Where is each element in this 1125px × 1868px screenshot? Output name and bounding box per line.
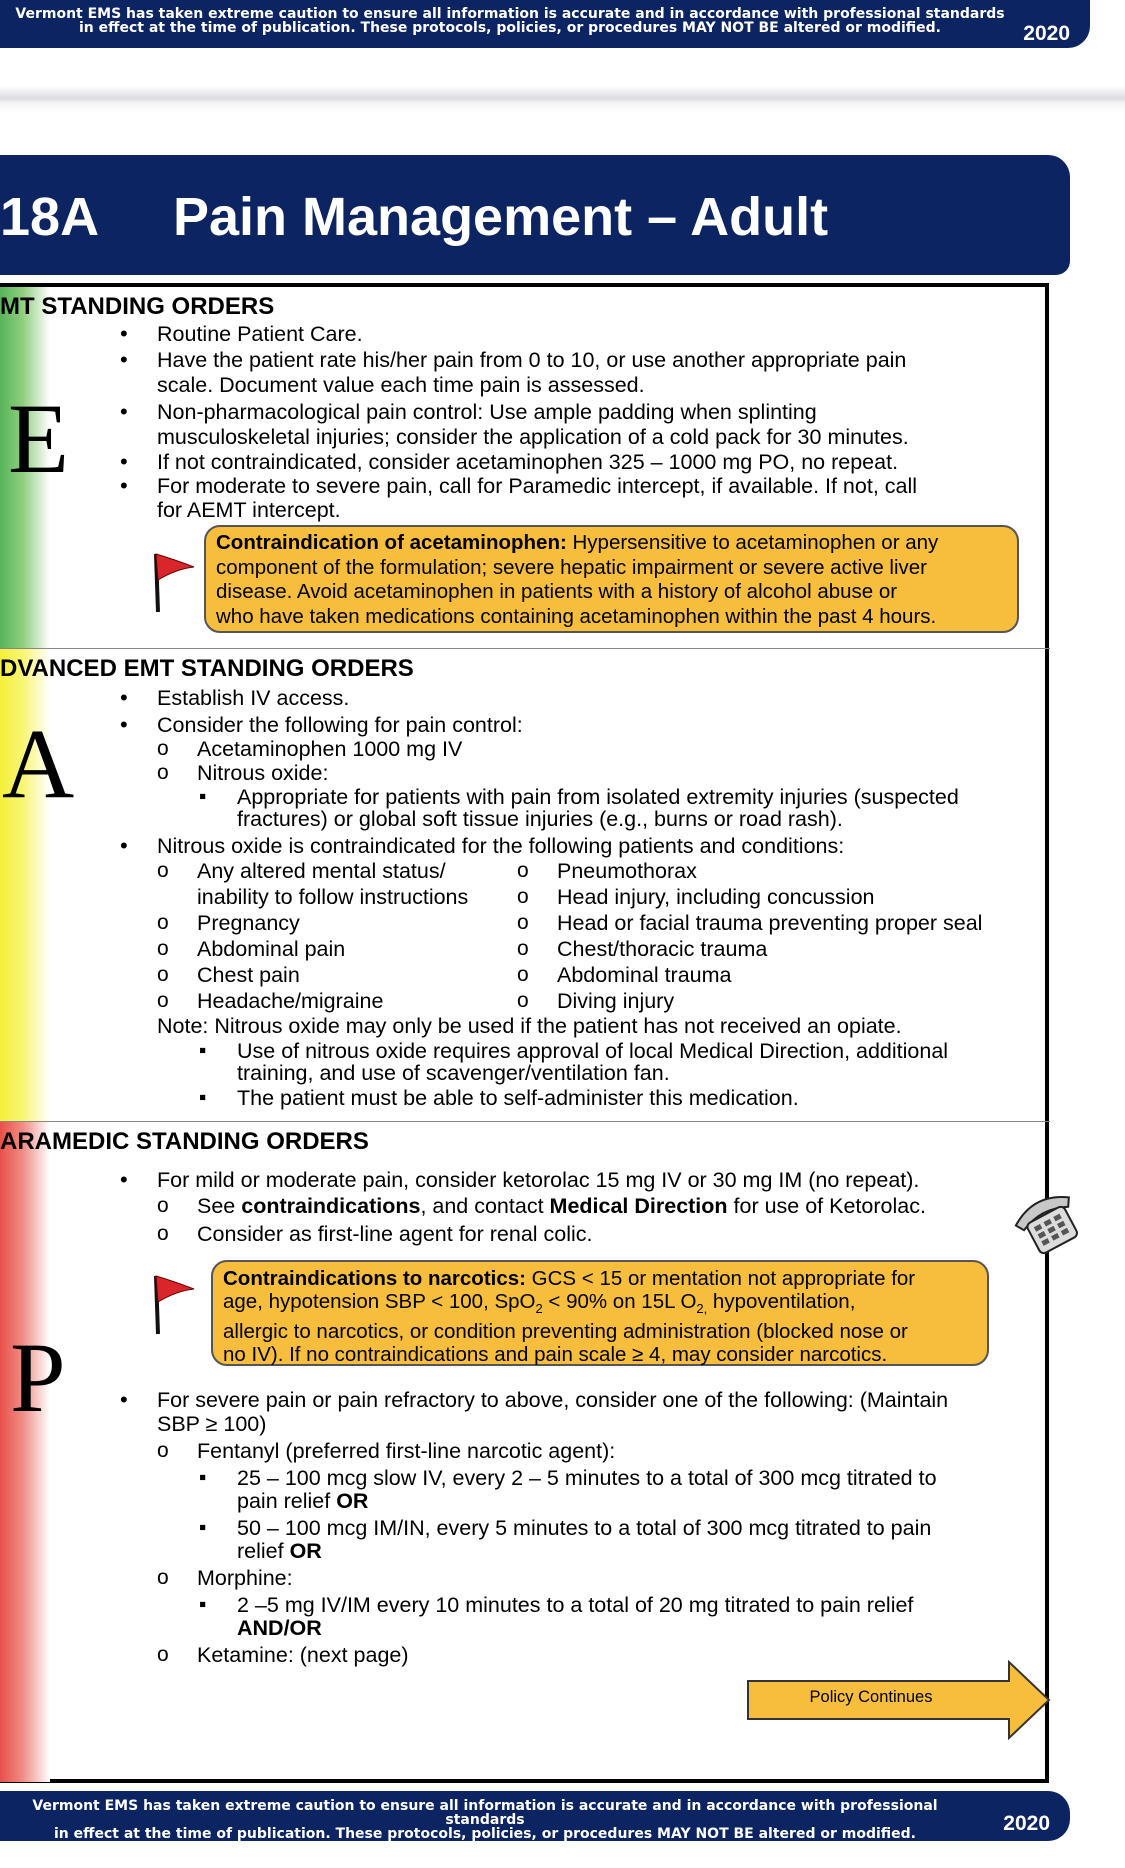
fentanyl-im: ▪ 50 – 100 mcg IM/IN, every 5 minutes to a total of 300 mcg titrated to pain — [237, 1516, 931, 1540]
note-item-cont: training, and use of scavenger/ventilation fan. — [237, 1061, 670, 1085]
callout-line: no IV). If no contraindications and pain scale ≥ 4, may consider narcotics. — [223, 1343, 888, 1367]
disclaimer-line-2: in effect at the time of publication. These protocols, policies, or procedures MAY NOT BE altered or modified. — [79, 20, 941, 36]
callout-line: allergic to narcotics, or condition preventing administration (blocked nose or — [223, 1320, 908, 1344]
emt-item: • Non-pharmacological pain control: Use ample padding when splinting — [157, 400, 817, 424]
emt-item-cont: for AEMT intercept. — [157, 498, 341, 522]
contra-item-right: o Head or facial trauma preventing proper seal — [557, 911, 982, 935]
aemt-subsubitem-cont: fractures) or global soft tissue injuries (e.g., burns or road rash). — [237, 807, 843, 831]
callout-title: Contraindication of acetaminophen: — [216, 531, 567, 554]
paramedic-letter: P — [10, 1322, 66, 1433]
emt-letter: E — [8, 383, 70, 494]
disclaimer-notice — [10, 1799, 960, 1841]
emt-item-cont: musculoskeletal injuries; consider the application of a cold pack for 30 minutes. — [157, 425, 909, 449]
aemt-item: • Establish IV access. — [157, 686, 349, 710]
year-label: 2020 — [1023, 22, 1070, 45]
callout-line: age, hypotension SBP < 100, SpO$_2$ < 90% on 15L $O_{2,}$ hypoventilation, — [223, 1290, 856, 1317]
bottom-banner — [0, 1791, 1070, 1841]
emt-item: • For moderate to severe pain, call for Paramedic intercept, if available. If not, call — [157, 474, 917, 498]
contra-item-left: o Chest pain — [197, 963, 300, 987]
contra-item-right: o Pneumothorax — [557, 859, 697, 883]
contra-item-left: o Headache/migraine — [197, 989, 383, 1013]
disclaimer-line-1: Vermont EMS has taken extreme caution to ensure all information is accurate and in accordance with professional standards — [32, 1798, 938, 1828]
contra-item-right: o Abdominal trauma — [557, 963, 731, 987]
callout-line: Hypersensitive to acetaminophen or any — [566, 531, 939, 554]
contra-item-right: o Chest/thoracic trauma — [557, 937, 767, 961]
ketorolac-item: • For mild or moderate pain, consider ketorolac 15 mg IV or 30 mg IM (no repeat). — [157, 1168, 919, 1192]
fentanyl-iv-cont: pain relief OR — [237, 1489, 369, 1513]
contra-item-left: o Abdominal pain — [197, 937, 345, 961]
disclaimer-line-1: Vermont EMS has taken extreme caution to ensure all information is accurate and in accordance with professional standards — [15, 6, 1005, 22]
disclaimer-notice — [10, 7, 1010, 35]
year-label: 2020 — [1003, 1812, 1050, 1835]
ketamine-item: o Ketamine: (next page) — [197, 1643, 409, 1667]
narcotics-contraindication-callout — [211, 1260, 989, 1366]
aemt-subitem: o Acetaminophen 1000 mg IV — [197, 737, 462, 761]
paramedic-heading: ARAMEDIC STANDING ORDERS — [0, 1128, 369, 1155]
aemt-heading: DVANCED EMT STANDING ORDERS — [0, 655, 414, 682]
emt-item: • If not contraindicated, consider acetaminophen 325 – 1000 mg PO, no repeat. — [157, 450, 898, 474]
paramedic-level-stripe — [0, 1122, 50, 1782]
disclaimer-line-2: in effect at the time of publication. These protocols, policies, or procedures MAY NOT BE altered or modified. — [54, 1826, 916, 1842]
fentanyl-im-cont: relief OR — [237, 1539, 322, 1563]
callout-line: who have taken medications containing acetaminophen within the past 4 hours. — [216, 604, 937, 628]
protocol-number: 18A — [0, 187, 100, 247]
page-title: Pain Management – Adult — [173, 187, 829, 247]
emt-heading: MT STANDING ORDERS — [0, 293, 275, 320]
aemt-item: • Consider the following for pain control: — [157, 713, 523, 737]
aemt-subitem: o Nitrous oxide: — [197, 761, 328, 785]
callout-line: GCS < 15 or mentation not appropriate for — [525, 1267, 916, 1290]
emt-item: • Routine Patient Care. — [157, 322, 363, 346]
policy-continues-label: Policy Continues — [809, 1688, 933, 1706]
ketorolac-see: o See contraindications, and contact Medical Direction for use of Ketorolac. — [197, 1194, 926, 1218]
contra-item-left: o Any altered mental status/ — [197, 859, 446, 883]
note-item: ▪ The patient must be able to self-administer this medication. — [237, 1086, 799, 1110]
contra-item-right: o Diving injury — [557, 989, 674, 1013]
contra-item-left-cont: inability to follow instructions — [197, 885, 469, 909]
callout-line: disease. Avoid acetaminophen in patients with a history of alcohol abuse or — [216, 580, 898, 603]
aemt-letter: A — [2, 708, 75, 819]
red-flag-icon — [148, 1272, 198, 1337]
fentanyl-iv: ▪ 25 – 100 mcg slow IV, every 2 – 5 minutes to a total of 300 mcg titrated to — [237, 1466, 937, 1490]
aemt-item: • Nitrous oxide is contraindicated for the following patients and conditions: — [157, 834, 844, 858]
contra-item-left: o Pregnancy — [197, 911, 300, 935]
callout-title: Contraindications to narcotics: — [223, 1267, 526, 1290]
top-banner — [0, 0, 1090, 48]
acetaminophen-contraindication-callout — [204, 525, 1019, 633]
morphine-dose: ▪ 2 –5 mg IV/IM every 10 minutes to a total of 20 mg titrated to pain relief — [237, 1593, 913, 1617]
contra-item-right: o Head injury, including concussion — [557, 885, 875, 909]
morphine-item: o Morphine: — [197, 1566, 293, 1590]
aemt-subsubitem: ▪ Appropriate for patients with pain from isolated extremity injuries (suspected — [237, 785, 959, 809]
title-bar — [0, 155, 1070, 275]
page-divider — [0, 86, 1125, 114]
ketorolac-renal: o Consider as first-line agent for renal colic. — [197, 1222, 593, 1246]
emt-item: • Have the patient rate his/her pain from 0 to 10, or use another appropriate pain — [157, 348, 906, 372]
morphine-dose-cont: AND/OR — [237, 1616, 322, 1640]
callout-line: component of the formulation; severe hepatic impairment or severe active liver — [216, 555, 928, 579]
severe-pain-item: • For severe pain or pain refractory to above, consider one of the following: (Maintain — [157, 1388, 948, 1412]
red-flag-icon — [148, 550, 198, 615]
emt-item-cont: scale. Document value each time pain is assessed. — [157, 373, 645, 397]
telephone-icon — [1013, 1188, 1083, 1256]
note-item: ▪ Use of nitrous oxide requires approval of local Medical Direction, additional — [237, 1039, 948, 1063]
fentanyl-item: o Fentanyl (preferred first-line narcotic agent): — [197, 1439, 615, 1463]
nitrous-note: Note: Nitrous oxide may only be used if the patient has not received an opiate. — [157, 1014, 902, 1038]
severe-pain-item-cont: SBP ≥ 100) — [157, 1412, 267, 1436]
